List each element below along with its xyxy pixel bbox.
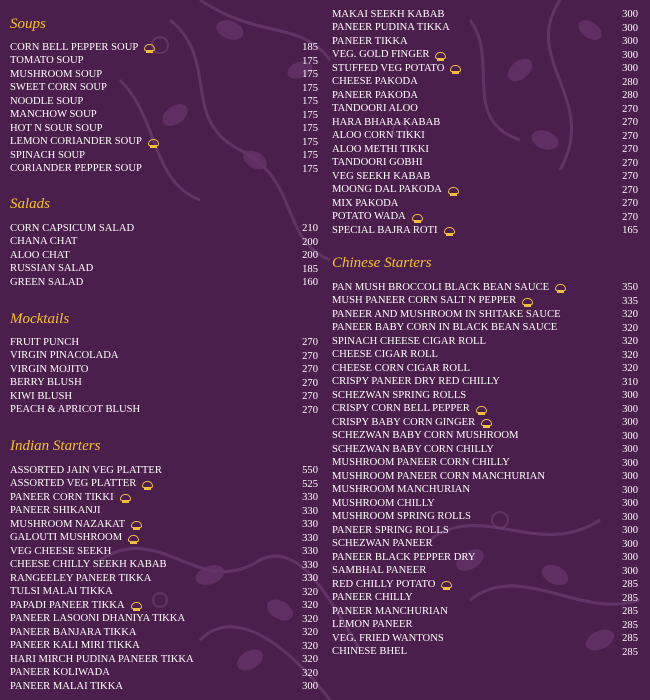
- menu-item-price: 280: [622, 90, 638, 101]
- menu-item: [332, 497, 638, 511]
- chef-special-icon: [450, 65, 461, 72]
- menu-item-name: VIRGIN PINACOLADA: [10, 350, 119, 362]
- menu-item-name: TANDOORI GOBHI: [332, 157, 423, 169]
- menu-item-name: CORN BELL PEPPER SOUP: [10, 41, 139, 53]
- menu-item-price: 270: [302, 350, 318, 362]
- menu-item: [332, 335, 638, 349]
- menu-item-price: 200: [302, 250, 318, 261]
- menu-item-name: CRISPY PANEER DRY RED CHILLY: [332, 376, 500, 388]
- menu-item-price: 320: [622, 336, 638, 347]
- menu-item-name: VIRGIN MOJITO: [10, 363, 89, 375]
- menu-item-price: 175: [302, 136, 318, 148]
- menu-item: [332, 470, 638, 484]
- menu-item: [10, 680, 318, 694]
- menu-item-price: 300: [622, 498, 638, 509]
- menu-item-price: 320: [302, 600, 318, 611]
- menu-item-price: 270: [302, 337, 318, 348]
- menu-item-price: 330: [302, 505, 318, 517]
- menu-item-name: MUSHROOM NAZAKAT: [10, 518, 126, 530]
- chef-special-icon: [448, 187, 459, 194]
- chef-special-icon: [412, 214, 423, 221]
- chef-special-icon: [131, 521, 142, 528]
- menu-item: [332, 605, 638, 619]
- menu-item: [10, 136, 318, 150]
- menu-item-name: TOMATO SOUP: [10, 55, 84, 67]
- menu-item-name: PANEER KALI MIRI TIKKA: [10, 640, 140, 652]
- menu-item: [332, 430, 638, 444]
- menu-item-name: ALOO CHAT: [10, 249, 70, 261]
- menu-item-price: 280: [622, 76, 638, 88]
- chef-special-icon: [522, 298, 533, 305]
- menu-item-name: HOT N SOUR SOUP: [10, 122, 103, 134]
- menu-item-price: 165: [622, 225, 638, 236]
- menu-item-price: 300: [622, 36, 638, 47]
- chef-special-icon: [435, 52, 446, 59]
- menu-item: [10, 404, 318, 418]
- menu-item: [332, 362, 638, 376]
- chef-special-icon: [148, 139, 159, 146]
- menu-item: [10, 505, 318, 519]
- menu-item-name: VEG SEEKH KABAB: [332, 170, 431, 182]
- menu-item: [332, 157, 638, 171]
- chef-special-icon: [481, 419, 492, 426]
- menu-item: [10, 95, 318, 109]
- menu-item: [10, 55, 318, 69]
- menu-item: [332, 511, 638, 525]
- menu-item-name: CHEESE CORN CIGAR ROLL: [332, 362, 471, 374]
- menu-item-name: TANDOORI ALOO: [332, 103, 418, 115]
- menu-item-name: PANEER TIKKA: [332, 35, 408, 47]
- menu-item-price: 175: [302, 109, 318, 121]
- menu-item-price: 175: [302, 69, 318, 80]
- section-title-mocktails: Mocktails: [10, 311, 70, 327]
- menu-item: [332, 8, 638, 22]
- menu-item-name: SCHEZWAN BABY CORN MUSHROOM: [332, 430, 519, 442]
- menu-item: [332, 646, 638, 660]
- menu-item-name: KIWI BLUSH: [10, 390, 73, 402]
- menu-item-name: ALOO METHI TIKKI: [332, 143, 429, 155]
- menu-item: [332, 224, 638, 238]
- menu-item: [332, 389, 638, 403]
- menu-item: [10, 491, 318, 505]
- menu-item: [10, 41, 318, 55]
- menu-list: [332, 281, 638, 659]
- menu-list: [10, 336, 318, 417]
- menu-item-price: 330: [302, 492, 318, 503]
- menu-item-price: 320: [622, 363, 638, 374]
- menu-item: [332, 376, 638, 390]
- menu-item-price: 320: [622, 322, 638, 334]
- menu-item-price: 270: [622, 130, 638, 142]
- menu-item-price: 300: [622, 444, 638, 455]
- menu-item: [332, 457, 638, 471]
- menu-item: [10, 626, 318, 640]
- menu-item-name: CHEESE CIGAR ROLL: [332, 349, 438, 361]
- menu-item: [332, 116, 638, 130]
- menu-item: [10, 478, 318, 492]
- menu-item-name: VEG CHEESE SEEKH: [10, 545, 112, 557]
- menu-item-price: 320: [622, 349, 638, 361]
- menu-item: [10, 464, 318, 478]
- menu-item-name: RANGEELEY PANEER TIKKA: [10, 572, 152, 584]
- menu-item-price: 300: [622, 390, 638, 401]
- menu-list: [10, 464, 318, 694]
- section-title-chinese-starters: Chinese Starters: [332, 255, 432, 271]
- menu-item: [332, 524, 638, 538]
- menu-item-price: 330: [302, 519, 318, 530]
- menu-item: [10, 653, 318, 667]
- menu-item-price: 270: [622, 198, 638, 209]
- menu-item: [332, 35, 638, 49]
- menu-item-price: 330: [302, 573, 318, 584]
- menu-item: [332, 349, 638, 363]
- menu-item: [10, 276, 318, 290]
- menu-item: [332, 130, 638, 144]
- menu-item-price: 270: [622, 211, 638, 223]
- menu-item-name: VEG. FRIED WANTONS: [332, 632, 444, 644]
- menu-item-price: 320: [302, 613, 318, 625]
- chef-special-icon: [142, 481, 153, 488]
- menu-item-name: ASSORTED VEG PLATTER: [10, 478, 137, 490]
- chef-special-icon: [555, 284, 566, 291]
- menu-item-name: LEMON CORIANDER SOUP: [10, 136, 142, 148]
- menu-item: [10, 586, 318, 600]
- menu-item-name: PANEER PUDINA TIKKA: [332, 22, 450, 34]
- menu-item: [10, 572, 318, 586]
- menu-item: [10, 559, 318, 573]
- menu-item-price: 175: [302, 123, 318, 134]
- menu-item-name: CHEESE CHILLY SEEKH KABAB: [10, 559, 167, 571]
- menu-item-price: 310: [622, 376, 638, 388]
- menu-item-name: PANEER KOLIWADA: [10, 667, 110, 679]
- menu-item: [10, 599, 318, 613]
- menu-item-name: MUSHROOM CHILLY: [332, 497, 435, 509]
- menu-item-name: CHEESE PAKODA: [332, 76, 418, 88]
- menu-item-price: 270: [622, 144, 638, 155]
- menu-item-name: PANEER BLACK PEPPER DRY: [332, 551, 476, 563]
- menu-item-name: SPINACH CHEESE CIGAR ROLL: [332, 335, 486, 347]
- menu-item-price: 285: [622, 619, 638, 631]
- menu-item-name: HARA BHARA KABAB: [332, 116, 441, 128]
- menu-item: [10, 263, 318, 277]
- menu-item: [10, 390, 318, 404]
- menu-item-price: 270: [302, 364, 318, 375]
- menu-item-price: 175: [302, 82, 318, 94]
- menu-item-name: ALOO CORN TIKKI: [332, 130, 425, 142]
- menu-item-name: MAKAI SEEKH KABAB: [332, 8, 445, 20]
- menu-item-price: 175: [302, 55, 318, 67]
- chef-special-icon: [476, 406, 487, 413]
- menu-item-name: PANEER BANJARA TIKKA: [10, 626, 137, 638]
- section-title-salads: Salads: [10, 196, 51, 212]
- menu-item: [332, 143, 638, 157]
- menu-item: [332, 538, 638, 552]
- menu-item: [332, 551, 638, 565]
- menu-item-name: MUSH PANEER CORN SALT N PEPPER: [332, 295, 517, 307]
- menu-item-price: 320: [622, 309, 638, 320]
- menu-item-name: MIX PAKODA: [332, 197, 399, 209]
- menu-item-price: 160: [302, 277, 318, 288]
- menu-item: [332, 565, 638, 579]
- menu-item: [10, 236, 318, 250]
- menu-item-price: 300: [622, 49, 638, 61]
- chef-special-icon: [444, 227, 455, 234]
- menu-item-price: 270: [622, 103, 638, 115]
- menu-item: [332, 484, 638, 498]
- menu-item-price: 300: [622, 471, 638, 482]
- menu-item-name: SCHEZWAN SPRING ROLLS: [332, 389, 467, 401]
- menu-item: [332, 197, 638, 211]
- menu-item-name: GREEN SALAD: [10, 276, 84, 288]
- menu-item-name: PANEER AND MUSHROOM IN SHITAKE SAUCE: [332, 308, 561, 320]
- menu-item: [10, 363, 318, 377]
- menu-item: [10, 109, 318, 123]
- menu-item-name: MANCHOW SOUP: [10, 109, 97, 121]
- menu-item-name: CORN CAPSICUM SALAD: [10, 222, 135, 234]
- menu-item-name: MUSHROOM PANEER CORN CHILLY: [332, 457, 510, 469]
- menu-item-price: 320: [302, 667, 318, 679]
- menu-item-name: PANEER MANCHURIAN: [332, 605, 448, 617]
- menu-item-price: 330: [302, 532, 318, 544]
- menu-item-price: 300: [622, 63, 638, 74]
- menu-item-name: BERRY BLUSH: [10, 377, 82, 389]
- menu-item: [10, 545, 318, 559]
- menu-item-name: MUSHROOM SPRING ROLLS: [332, 511, 471, 523]
- menu-item-price: 300: [622, 457, 638, 469]
- menu-item-name: ASSORTED JAIN VEG PLATTER: [10, 464, 162, 476]
- menu-item-name: PANEER CHILLY: [332, 592, 413, 604]
- menu-item-price: 300: [622, 511, 638, 523]
- menu-item: [10, 249, 318, 263]
- menu-item: [332, 170, 638, 184]
- menu-item-name: CRISPY CORN BELL PEPPER: [332, 403, 470, 415]
- menu-item: [332, 49, 638, 63]
- menu-item: [332, 62, 638, 76]
- menu-item: [10, 68, 318, 82]
- menu-item: [332, 22, 638, 36]
- menu-item: [332, 403, 638, 417]
- menu-item-price: 330: [302, 546, 318, 557]
- menu-item: [332, 592, 638, 606]
- menu-item-name: CRISPY BABY CORN GINGER: [332, 416, 476, 428]
- menu-item-name: VEG. GOLD FINGER: [332, 49, 430, 61]
- menu-item-name: MOONG DAL PAKODA: [332, 184, 442, 196]
- menu-item-price: 270: [622, 157, 638, 169]
- menu-item-price: 270: [622, 117, 638, 128]
- menu-list: [10, 222, 318, 290]
- menu-item: [10, 532, 318, 546]
- menu-item-price: 270: [302, 404, 318, 416]
- menu-item-price: 320: [302, 586, 318, 598]
- menu-item: [332, 103, 638, 117]
- menu-item: [10, 149, 318, 163]
- menu-item-price: 525: [302, 478, 318, 490]
- menu-item-price: 550: [302, 465, 318, 476]
- menu-item-price: 285: [622, 633, 638, 644]
- menu-item-price: 285: [622, 592, 638, 604]
- menu-item-name: SPINACH SOUP: [10, 149, 86, 161]
- menu-item-name: SPECIAL BAJRA ROTI: [332, 224, 438, 236]
- menu-item: [332, 184, 638, 198]
- menu-item-name: MUSHROOM MANCHURIAN: [332, 484, 471, 496]
- menu-item-name: PEACH & APRICOT BLUSH: [10, 404, 141, 416]
- menu-item-name: PANEER CORN TIKKI: [10, 491, 114, 503]
- menu-item-name: TULSI MALAI TIKKA: [10, 586, 113, 598]
- menu-item: [332, 443, 638, 457]
- menu-item: [332, 308, 638, 322]
- menu-item: [10, 336, 318, 350]
- menu-item: [332, 416, 638, 430]
- menu-item-name: PANEER BABY CORN IN BLACK BEAN SAUCE: [332, 322, 558, 334]
- menu-item: [10, 222, 318, 236]
- menu-item-price: 300: [622, 565, 638, 577]
- menu-item-name: POTATO WADA: [332, 211, 406, 223]
- chef-special-icon: [128, 535, 139, 542]
- menu-item: [10, 667, 318, 681]
- menu-item: [332, 322, 638, 336]
- menu-item-price: 300: [622, 525, 638, 536]
- menu-item-name: RUSSIAN SALAD: [10, 263, 94, 275]
- menu-item: [10, 350, 318, 364]
- menu-item: [10, 122, 318, 136]
- menu-item-name: STUFFED VEG POTATO: [332, 62, 445, 74]
- menu-item-price: 285: [622, 646, 638, 658]
- menu-item-price: 300: [622, 484, 638, 496]
- chef-special-icon: [144, 44, 155, 51]
- menu-item-name: SWEET CORN SOUP: [10, 82, 107, 94]
- section-title-indian-starters: Indian Starters: [10, 438, 101, 454]
- menu-item-price: 350: [622, 282, 638, 293]
- menu-item-price: 270: [622, 171, 638, 182]
- menu-item-name: MUSHROOM SOUP: [10, 68, 103, 80]
- menu-item-price: 300: [622, 417, 638, 428]
- menu-item-name: RED CHILLY POTATO: [332, 578, 436, 590]
- menu-item: [332, 619, 638, 633]
- menu-item-name: SAMBHAL PANEER: [332, 565, 427, 577]
- menu-item-price: 300: [622, 430, 638, 442]
- menu-item-name: NOODLE SOUP: [10, 95, 84, 107]
- menu-item-name: HARI MIRCH PUDINA PANEER TIKKA: [10, 653, 194, 665]
- menu-item-name: PANEER MALAI TIKKA: [10, 680, 124, 692]
- menu-item: [332, 295, 638, 309]
- menu-list: [332, 8, 638, 238]
- menu-item-name: PAPADI PANEER TIKKA: [10, 599, 125, 611]
- menu-item-price: 185: [302, 263, 318, 275]
- chef-special-icon: [131, 602, 142, 609]
- menu-item: [10, 518, 318, 532]
- menu-item-price: 175: [302, 150, 318, 161]
- menu-item-name: PANEER LASOONI DHANIYA TIKKA: [10, 613, 186, 625]
- menu-item-name: PANEER PAKODA: [332, 89, 419, 101]
- menu-item-price: 320: [302, 640, 318, 652]
- menu-item-name: GALOUTI MUSHROOM: [10, 532, 123, 544]
- menu-item-price: 200: [302, 236, 318, 248]
- menu-item-price: 320: [302, 627, 318, 638]
- menu-item-price: 185: [302, 42, 318, 53]
- menu-item-price: 300: [622, 552, 638, 563]
- menu-item-price: 175: [302, 96, 318, 107]
- menu-item-name: PAN MUSH BROCCOLI BLACK BEAN SAUCE: [332, 281, 550, 293]
- menu-item: [332, 211, 638, 225]
- menu-item: [332, 89, 638, 103]
- chef-special-icon: [441, 581, 452, 588]
- menu-item-price: 330: [302, 559, 318, 571]
- menu-item: [10, 163, 318, 177]
- menu-item-name: PANEER SHIKANJI: [10, 505, 101, 517]
- menu-item-name: SCHEZWAN PANEER: [332, 538, 433, 550]
- menu-item-name: SCHEZWAN BABY CORN CHILLY: [332, 443, 494, 455]
- menu-item: [332, 76, 638, 90]
- menu-item-price: 175: [302, 163, 318, 175]
- menu-item-price: 270: [302, 391, 318, 402]
- menu-item-price: 270: [622, 184, 638, 196]
- section-title-soups: Soups: [10, 16, 46, 32]
- menu-item-price: 300: [622, 22, 638, 34]
- chef-special-icon: [120, 494, 131, 501]
- menu-item-name: CHINESE BHEL: [332, 646, 408, 658]
- menu-item-name: CORIANDER PEPPER SOUP: [10, 163, 142, 175]
- menu-item: [332, 578, 638, 592]
- menu-item-price: 300: [622, 538, 638, 550]
- menu-item-price: 300: [622, 403, 638, 415]
- menu-item-price: 285: [622, 606, 638, 617]
- menu-item-name: LEMON PANEER: [332, 619, 413, 631]
- menu-item: [10, 640, 318, 654]
- menu-item-price: 270: [302, 377, 318, 389]
- menu-item-price: 210: [302, 223, 318, 234]
- menu-item-name: CHANA CHAT: [10, 236, 78, 248]
- menu-item: [10, 82, 318, 96]
- menu-item: [10, 377, 318, 391]
- menu-item-price: 285: [622, 579, 638, 590]
- menu-list: [10, 41, 318, 176]
- menu-item: [10, 613, 318, 627]
- menu-item-name: FRUIT PUNCH: [10, 336, 79, 348]
- menu-item-price: 300: [302, 681, 318, 692]
- menu-item: [332, 632, 638, 646]
- menu-item-price: 300: [622, 9, 638, 20]
- menu-item-price: 335: [622, 295, 638, 307]
- menu-item-price: 320: [302, 654, 318, 665]
- menu-item-name: PANEER SPRING ROLLS: [332, 524, 449, 536]
- menu-item-name: MUSHROOM PANEER CORN MANCHURIAN: [332, 470, 545, 482]
- menu-item: [332, 281, 638, 295]
